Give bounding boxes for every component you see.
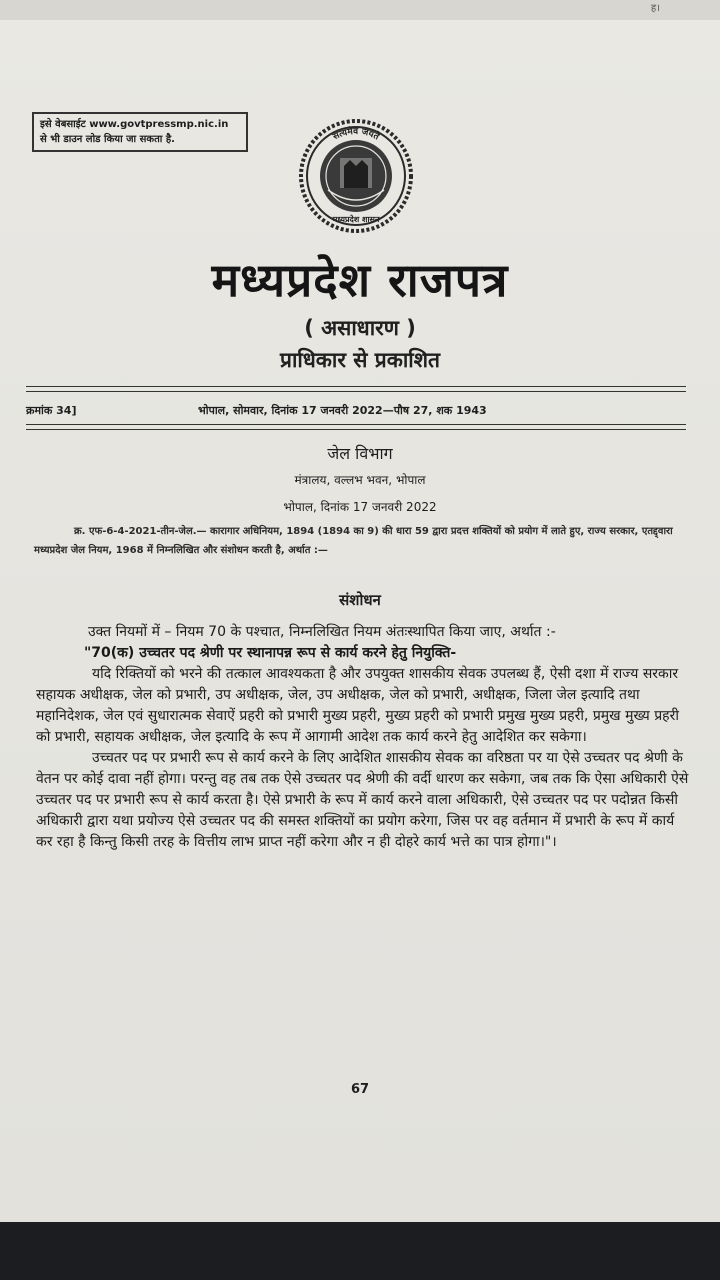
amendment-heading: संशोधन (339, 591, 381, 609)
top-rule-2 (26, 391, 686, 392)
paragraph-2: उच्चतर पद पर प्रभारी रूप से कार्य करने के लिए आदेशित शासकीय सेवक का वरिष्ठता पर या ऐसे उच्चतर पद श्रेणी के वेतन पर कोई दावा नहीं होगा। परन्तु वह तब तक ऐसे उच्चतर पद श्रेणी की वर्दी धारण कर सकेगा, जब तक कि ऐसा अधिकारी ऐसे उच्चतर पद पर प्रभारी रूप से कार्य करता है। ऐसे प्रभारी के रूप में कार्य करने वाला अधिकारी, ऐसे उच्चतर पद पर पदोन्नत किसी अधिकारी द्वारा यथा प्रयोज्य ऐसे उच्चतर पद की समस्त शक्तियों का प्रयोग करेगा, जिस पर वह वर्तमान में प्रभारी के रूप में कार्य कर रहा है किन्तु किसी तरह के वित्तीय लाभ प्राप्त नहीं करेगा और न ही दोहरे कार्य भत्ते का पात्र होगा।"। (36, 750, 689, 850)
top-rule-1 (26, 386, 686, 387)
department-date: भोपाल, दिनांक 17 जनवरी 2022 (283, 500, 437, 514)
ministry-address: मंत्रालय, वल्लभ भवन, भोपाल (294, 473, 426, 487)
issue-number: क्रमांक 34] (26, 404, 77, 417)
bottom-rule-2 (26, 429, 686, 430)
gazette-title: मध्यप्रदेश राजपत्र (211, 253, 509, 307)
paragraph-1: यदि रिक्तियों को भरने की तत्काल आवश्यकता है और उपयुक्त शासकीय सेवक उपलब्ध हैं, ऐसी दशा में राज्य सरकार सहायक अधीक्षक, जेल को प्रभारी, उप अधीक्षक, जेल, उप अधीक्षक, जेल को प्रभारी, अधीक्षक, जिला जेल इत्यादि तथा महानिदेशक, जेल एवं सुधारात्मक सेवाऐं प्रहरी को प्रभारी मुख्य प्रहरी, मुख्य प्रहरी को प्रभारी प्रमुख मुख्य प्रहरी, प्रमुख मुख्य प्रहरी को प्रभारी, सहायक अधीक्षक, जेल इत्यादि के रूप में आगामी आदेश तक कार्य करने हेतु आदेशित कर सकेगा। (36, 666, 679, 745)
bottom-rule-1 (26, 424, 686, 425)
rule-heading: "70(क) उच्चतर पद श्रेणी पर स्थानापन्न रूप से कार्य करने हेतु नियुक्ति- (84, 645, 457, 661)
extraordinary-label: ( असाधारण ) (304, 316, 416, 340)
corner-mark: ह। (650, 3, 660, 14)
amendment-body (36, 622, 690, 853)
department-name: जेल विभाग (327, 444, 393, 463)
dark-background (0, 1222, 720, 1280)
emblem-top-text: सत्यमेव जयते (331, 126, 381, 143)
website-note-line-2: से भी डाउन लोड किया जा सकता है. (40, 134, 175, 145)
state-emblem-seal (288, 118, 424, 234)
website-note-box (32, 112, 248, 152)
website-note-line-1: इसे वेबसाईट www.govtpressmp.nic.in (40, 119, 229, 130)
authority-label: प्राधिकार से प्रकाशित (280, 348, 440, 372)
page-number: 67 (350, 1082, 370, 1097)
order-text: क्र. एफ-6-4-2021-तीन-जेल.— कारागार अधिनियम, 1894 (1894 का 9) की धारा 59 द्वारा प्रदत्त शक्तियों को प्रयोग में लाते हुए, राज्य सरकार, एतद्द्वारा मध्यप्रदेश जेल नियम, 1968 में निम्नलिखित और संशोधन करती है, अर्थात :— (34, 526, 673, 556)
issue-date: भोपाल, सोमवार, दिनांक 17 जनवरी 2022—पौष 27, शक 1943 (198, 404, 487, 417)
top-edge (0, 0, 720, 20)
emblem-bottom-text: मध्यप्रदेश शासन (332, 215, 380, 224)
intro-paragraph: उक्त नियमों में – नियम 70 के पश्चात, निम्नलिखित नियम अंतःस्थापित किया जाए, अर्थात :- (88, 624, 556, 640)
